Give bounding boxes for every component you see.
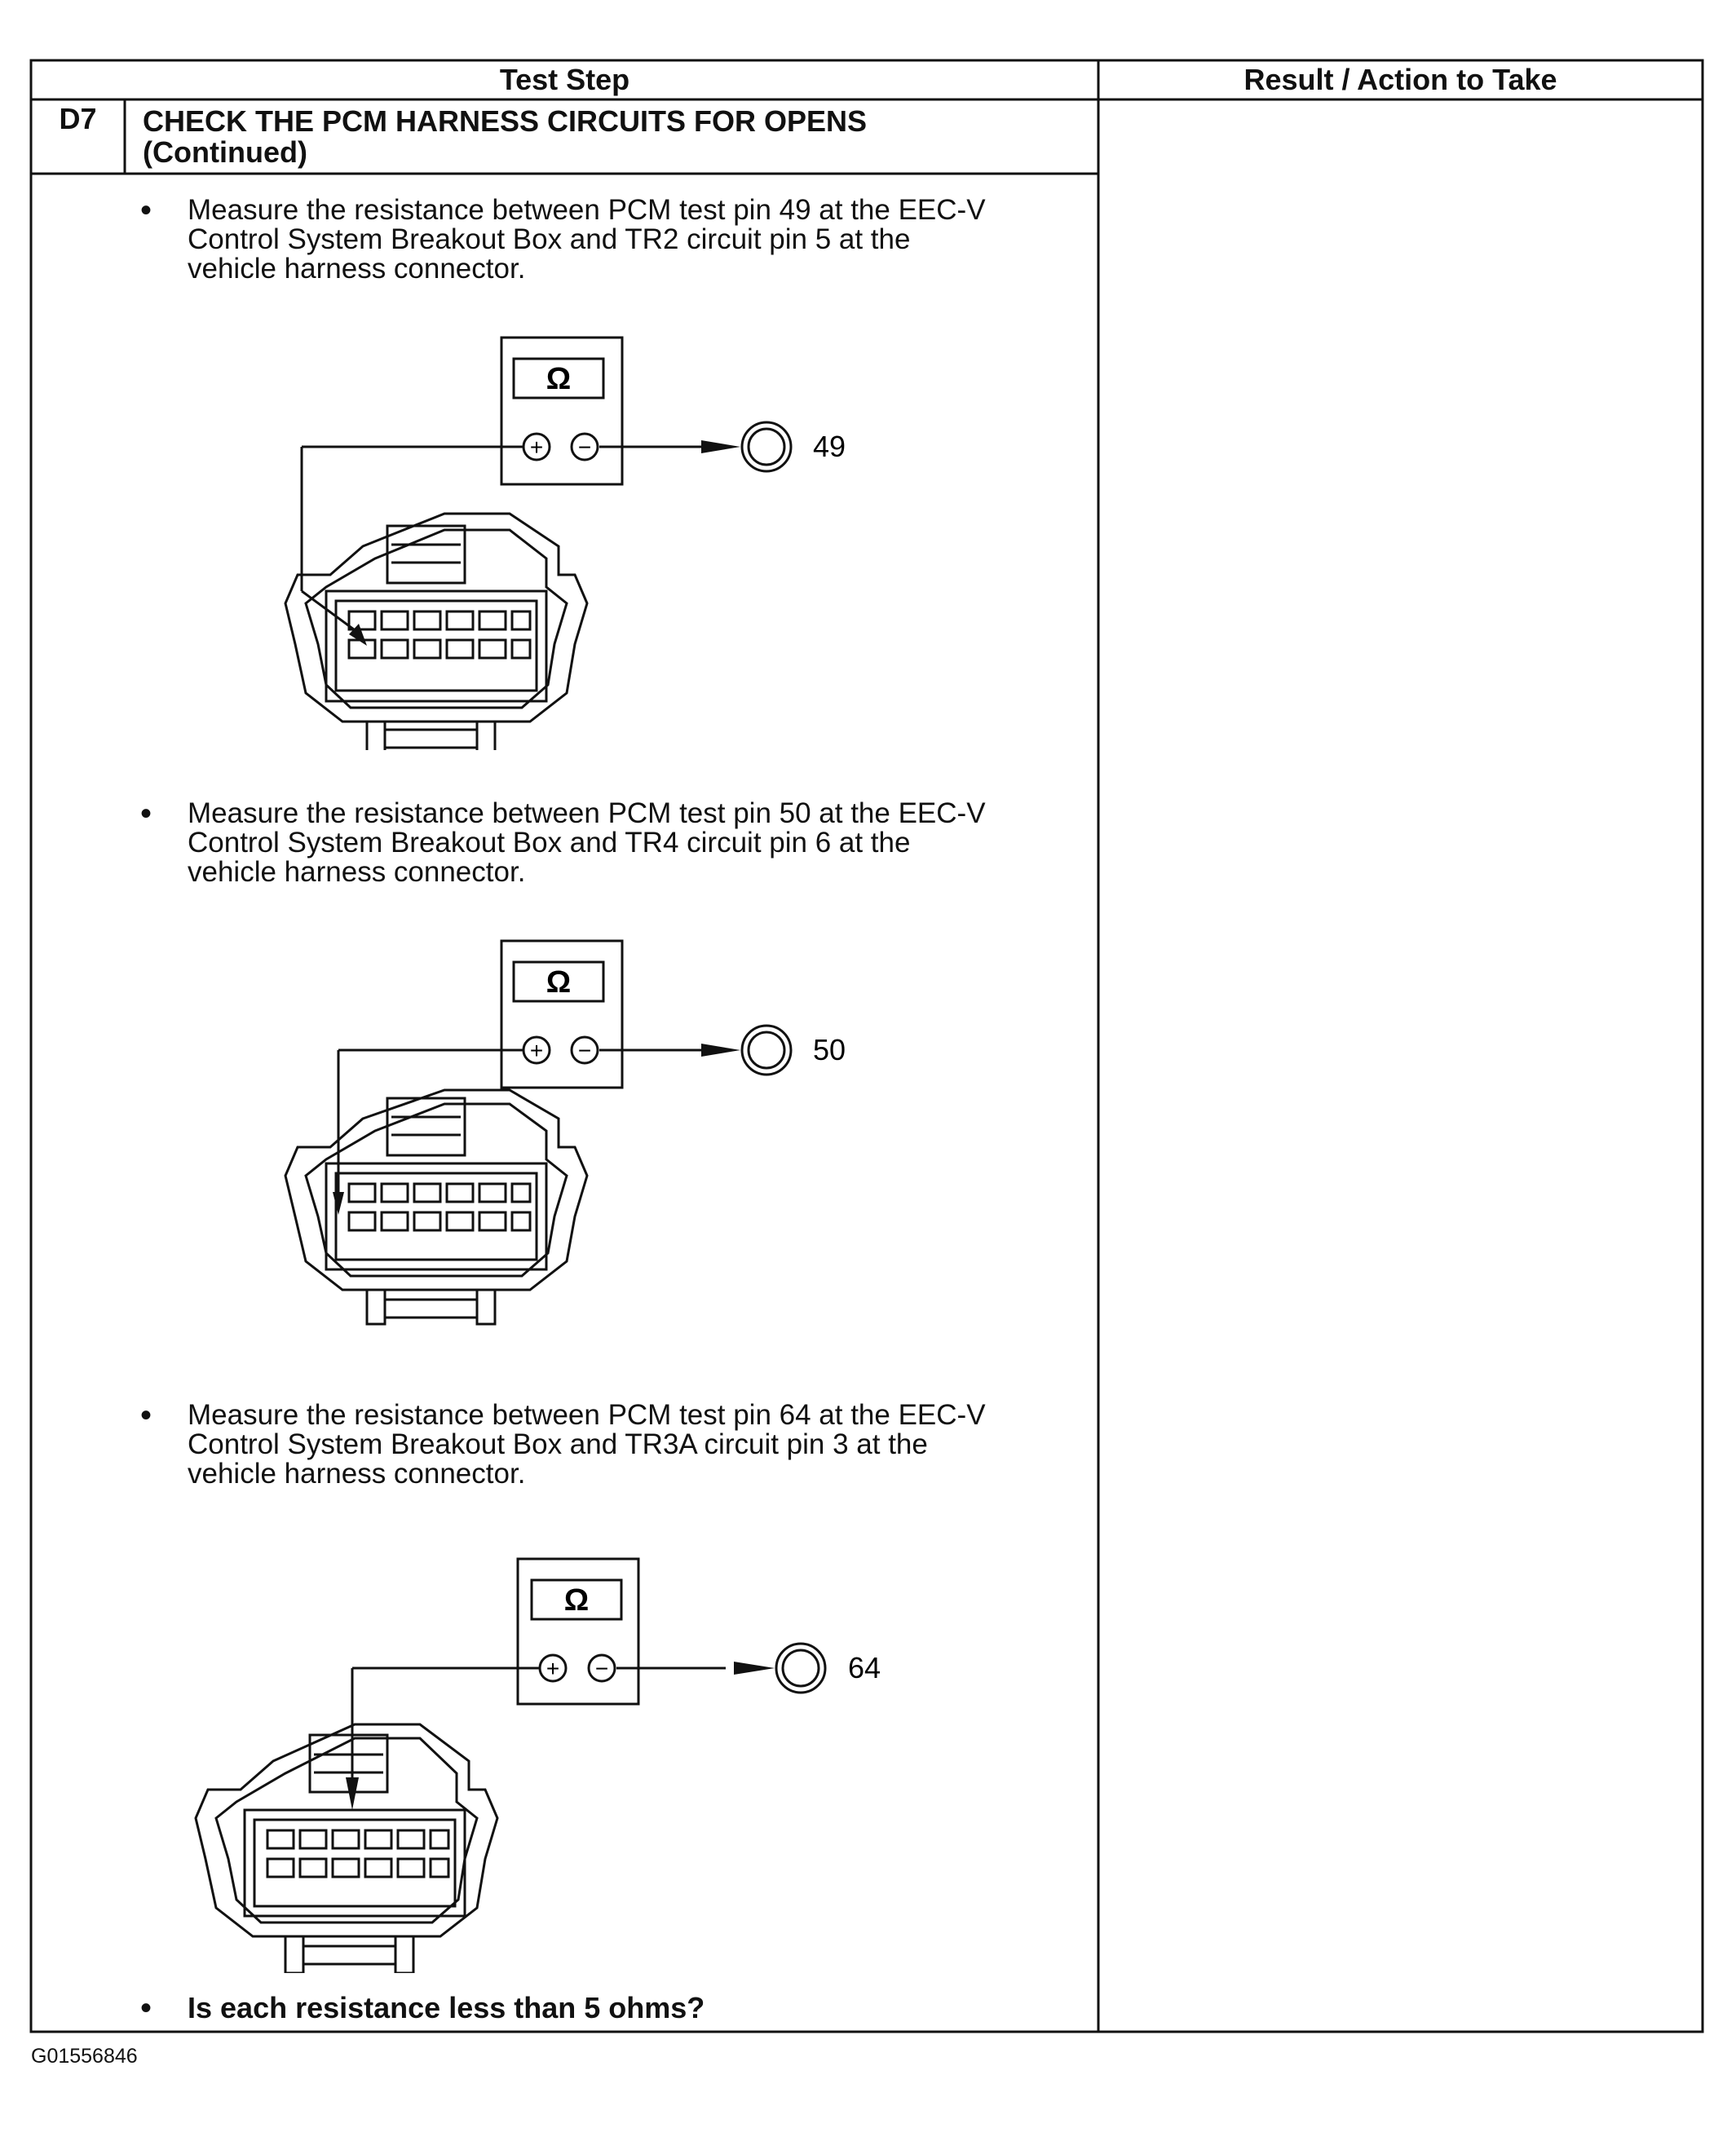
- minus-sign-1: −: [577, 435, 592, 460]
- instruction-3: [188, 1401, 1084, 1489]
- meter-symbol-3: Ω: [563, 1583, 590, 1618]
- plus-sign-2: +: [529, 1038, 544, 1063]
- instruction-2-line: Control System Breakout Box and TR4 circuit pin 6 at the: [188, 827, 911, 859]
- pin-label-2: 50: [813, 1033, 846, 1066]
- instruction-3-line: Control System Breakout Box and TR3A circuit pin 3 at the: [188, 1428, 928, 1460]
- diagram-3: [171, 1549, 905, 1973]
- connector-pins-1: [349, 611, 530, 658]
- minus-sign-3: −: [594, 1656, 609, 1681]
- probe-tip-1: [701, 440, 740, 453]
- step-title: [143, 106, 1089, 168]
- harness-connector-1: [285, 514, 587, 750]
- diagram-1: [245, 326, 897, 750]
- instruction-2: [188, 799, 1084, 887]
- figure-id: G01556846: [31, 2045, 138, 2068]
- probe-tip-3: [734, 1662, 775, 1675]
- bullet-2: •: [140, 796, 152, 832]
- instruction-3-line: vehicle harness connector.: [188, 1458, 526, 1490]
- minus-sign-2: −: [577, 1038, 592, 1063]
- instruction-2-line: Measure the resistance between PCM test pin 50 at the EEC-V: [188, 797, 986, 829]
- instruction-3-line: Measure the resistance between PCM test pin 64 at the EEC-V: [188, 1399, 986, 1431]
- bullet-1: •: [140, 192, 152, 228]
- harness-connector-2: [285, 1090, 587, 1324]
- connector-pins-2: [349, 1184, 530, 1230]
- instruction-2-line: vehicle harness connector.: [188, 856, 526, 888]
- bullet-3: •: [140, 1397, 152, 1433]
- step-title-line-1: CHECK THE PCM HARNESS CIRCUITS FOR OPENS: [143, 104, 868, 138]
- step-id: D7: [59, 102, 97, 135]
- plus-sign-1: +: [529, 435, 544, 460]
- meter-symbol-1: Ω: [546, 362, 572, 396]
- instruction-1-line: Control System Breakout Box and TR2 circuit pin 5 at the: [188, 223, 911, 255]
- pin-label-1: 49: [813, 430, 846, 463]
- instruction-1-line: vehicle harness connector.: [188, 253, 526, 285]
- pin-label-3: 64: [848, 1651, 881, 1684]
- connector-pins-3: [267, 1830, 448, 1877]
- meter-symbol-2: Ω: [546, 965, 572, 1000]
- instruction-1-line: Measure the resistance between PCM test pin 49 at the EEC-V: [188, 194, 986, 226]
- step-title-line-2: (Continued): [143, 135, 307, 169]
- header-result-action: Result / Action to Take: [1243, 63, 1557, 96]
- instruction-1: [188, 196, 1084, 284]
- diagram-2: [245, 931, 897, 1355]
- header-test-step: Test Step: [499, 63, 630, 96]
- bullet-question: •: [140, 1990, 152, 2026]
- plus-sign-3: +: [546, 1656, 560, 1681]
- question-text: Is each resistance less than 5 ohms?: [188, 1991, 705, 2024]
- probe-tip-2: [701, 1044, 740, 1057]
